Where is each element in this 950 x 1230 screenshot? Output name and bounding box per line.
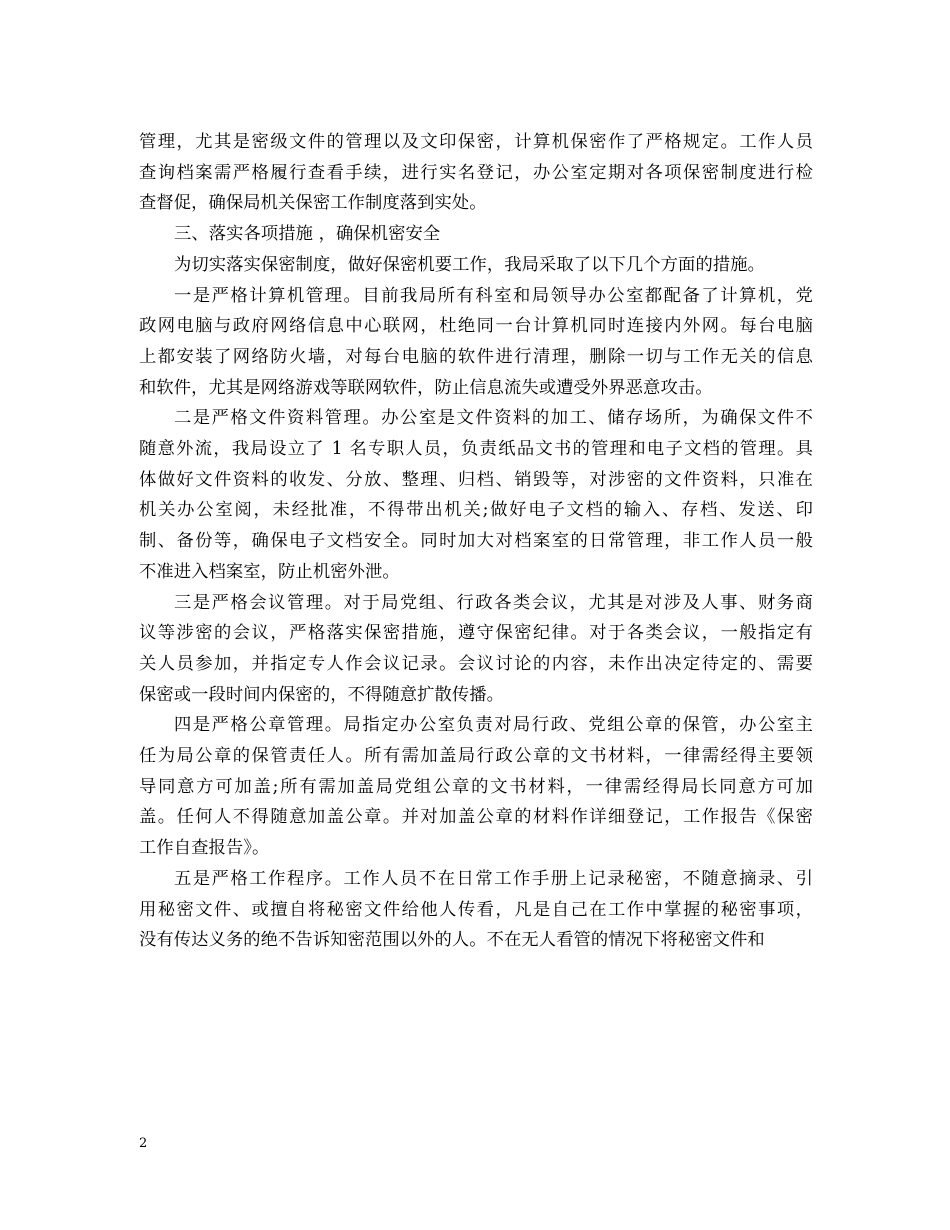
text-line: 查督促，确保局机关保密工作制度落到实处。 — [139, 193, 487, 214]
text-line: 工作自查报告》。 — [139, 838, 270, 859]
text-line: 一是严格计算机管理。目前我局所有科室和局领导办公室都配备了计算机，党 — [174, 285, 813, 306]
page-number: 2 — [139, 1136, 148, 1151]
text-line: 盖。任何人不得随意加盖公章。并对加盖公章的材料作详细登记，工作报告《保密 — [139, 807, 813, 828]
paragraph — [139, 281, 813, 404]
text-line: 关人员参加，并指定专人作会议记录。会议讨论的内容，未作出决定待定的、需要 — [139, 653, 813, 674]
text-line: 和软件，尤其是网络游戏等联网软件，防止信息流失或遭受外界恶意攻击。 — [139, 377, 713, 398]
text-line: 五是严格工作程序。工作人员不在日常工作手册上记录秘密，不随意摘录、引 — [174, 868, 813, 889]
text-line: 体做好文件资料的收发、分放、整理、归档、销毁等，对涉密的文件资料，只准在 — [139, 469, 813, 490]
text-line: 随意外流，我局设立了 1 名专职人员，负责纸品文书的管理和电子文档的管理。具 — [139, 439, 813, 460]
text-line: 导同意方可加盖;所有需加盖局党组公章的文书材料，一律需经得局长同意方可加 — [139, 776, 813, 797]
paragraph — [139, 864, 813, 956]
text-line: 任为局公章的保管责任人。所有需加盖局行政公章的文书材料，一律需经得主要领 — [139, 746, 813, 767]
text-line: 保密或一段时间内保密的，不得随意扩散传播。 — [139, 684, 505, 705]
text-line: 制、备份等，确保电子文档安全。同时加大对档案室的日常管理，非工作人员一般 — [139, 531, 813, 552]
text-line: 上都安装了网络防火墙，对每台电脑的软件进行清理，删除一切与工作无关的信息 — [139, 346, 813, 367]
text-line: 四是严格公章管理。局指定办公室负责对局行政、党组公章的保管，办公室主 — [174, 715, 813, 736]
paragraph — [139, 588, 813, 711]
text-line: 用秘密文件、或擅自将秘密文件给他人传看，凡是自己在工作中掌握的秘密事项， — [139, 899, 813, 920]
text-line: 为切实落实保密制度，做好保密机要工作，我局采取了以下几个方面的措施。 — [174, 254, 765, 275]
text-line: 管理，尤其是密级文件的管理以及文印保密，计算机保密作了严格规定。工作人员 — [139, 132, 813, 152]
paragraph — [139, 710, 813, 864]
text-line: 政网电脑与政府网络信息中心联网，杜绝同一台计算机同时连接内外网。每台电脑 — [139, 316, 813, 337]
text-line: 议等涉密的会议，严格落实保密措施，遵守保密纪律。对于各类会议，一般指定有 — [139, 623, 813, 644]
paragraph — [139, 250, 813, 281]
text-line: 二是严格文件资料管理。办公室是文件资料的加工、储存场所，为确保文件不 — [174, 408, 813, 429]
text-line: 机关办公室阅，未经批准，不得带出机关;做好电子文档的输入、存档、发送、印 — [139, 500, 813, 521]
text-line: 三是严格会议管理。对于局党组、行政各类会议，尤其是对涉及人事、财务商 — [174, 592, 813, 613]
text-line: 没有传达义务的绝不告诉知密范围以外的人。不在无人看管的情况下将秘密文件和 — [139, 930, 765, 951]
text-line: 不准进入档案室，防止机密外泄。 — [139, 561, 400, 582]
paragraph — [139, 403, 813, 587]
body-text — [139, 127, 813, 956]
paragraph — [139, 127, 813, 219]
text-line: 查询档案需严格履行查看手续，进行实名登记，办公室定期对各项保密制度进行检 — [139, 162, 813, 183]
text-line: 三、落实各项措施 ，确保机密安全 — [174, 224, 441, 245]
paragraph — [139, 219, 813, 250]
